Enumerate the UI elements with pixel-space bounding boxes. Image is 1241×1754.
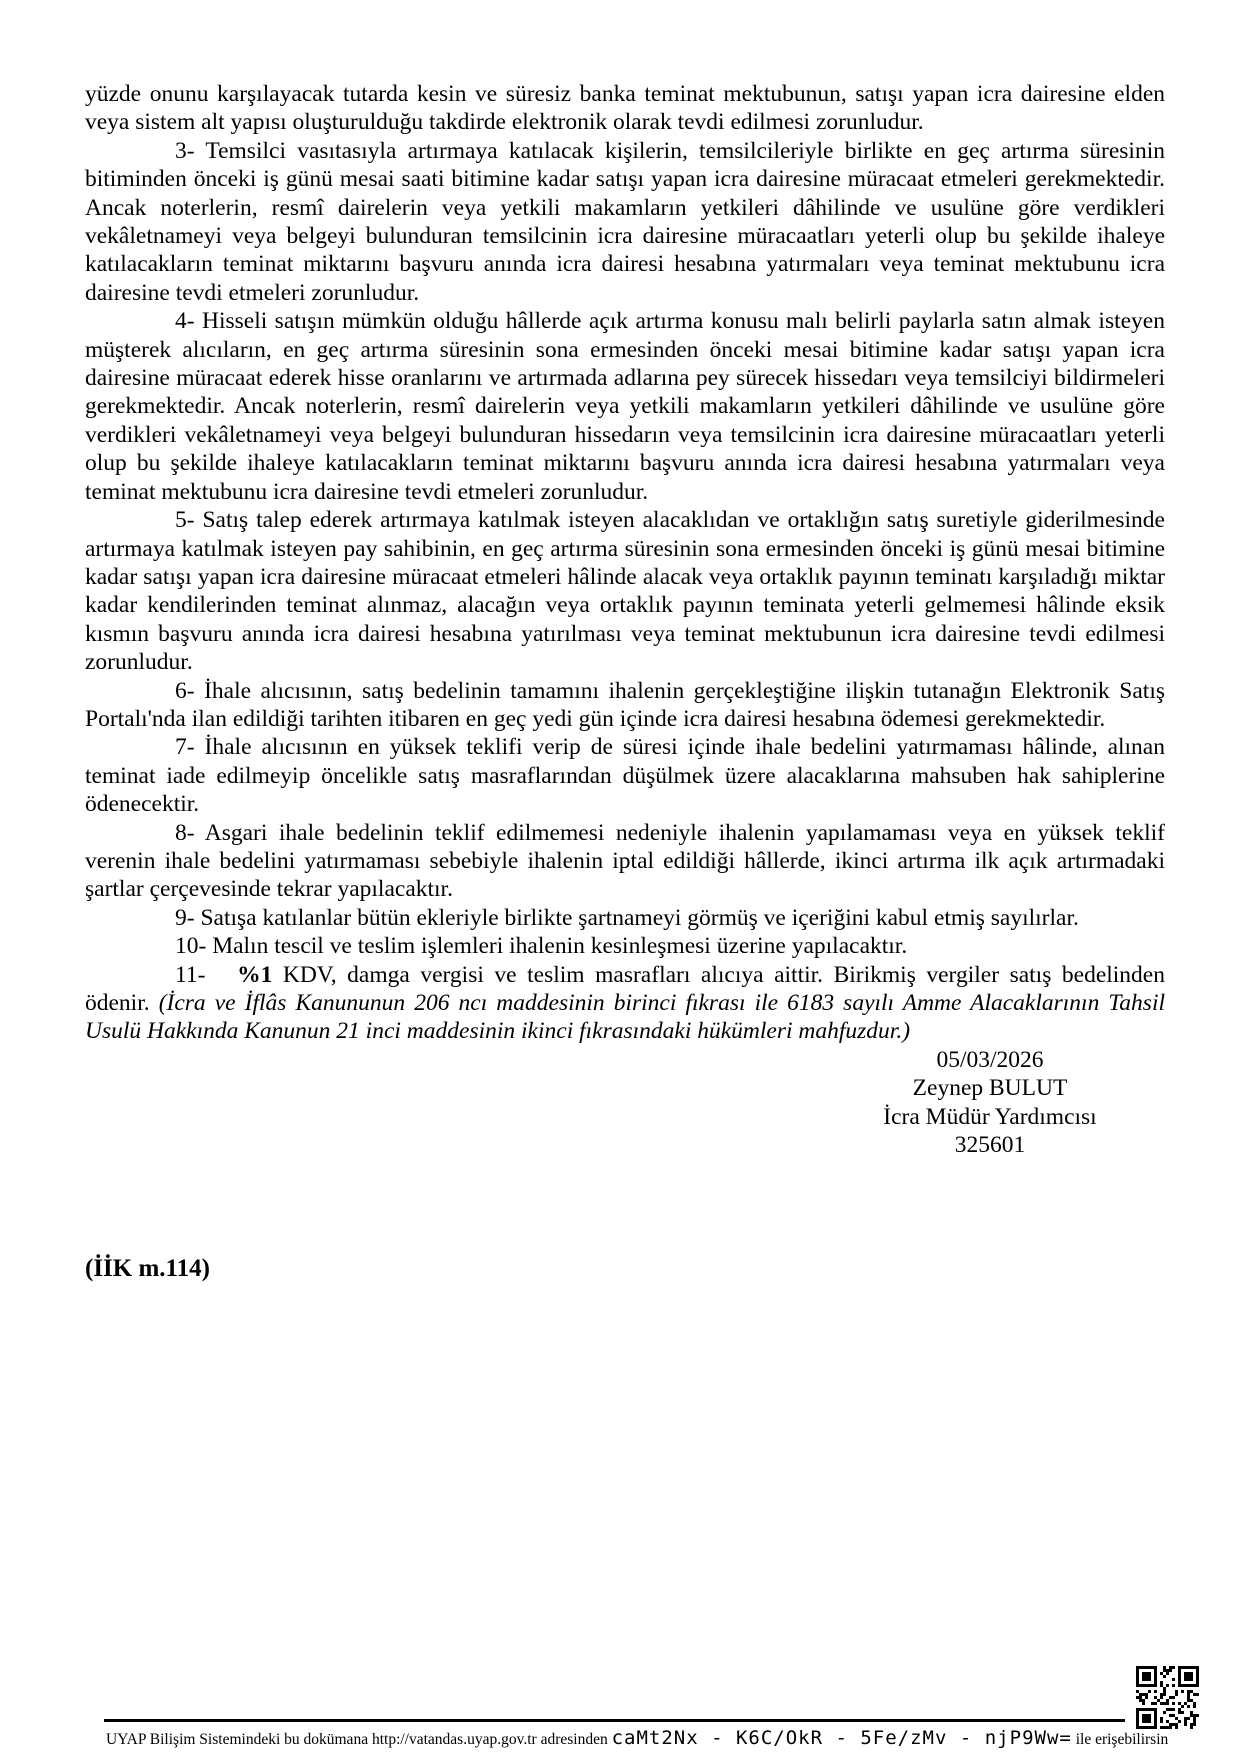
paragraph-text: 3- Temsilci vasıtasıyla artırmaya katılacak kişilerin, temsilcileriyle birlikte en geç artırma süresinin bitiminden önceki iş günü mesai saati bitimine kadar satışı yapan icra dairesine müracaat etmeleri gerekmektedir. Ancak noterlerin, resmî dairelerin veya yetkili makamların yetkileri dâhilinde ve usulüne göre verdikleri vekâletnameyi veya belgeyi bulunduran temsilcinin icra dairesine müracaatları yeterli olup bu şekilde ihaleye katılacakların teminat miktarını başvuru anında icra dairesi hesabına yatırmaları veya teminat mektubunu icra dairesine tevdi etmeleri zorunludur. (85, 137, 1165, 306)
footer-prefix: UYAP Bilişim Sistemindeki bu dokümana (106, 1731, 372, 1748)
signature-title: İcra Müdür Yardımcısı (883, 1103, 1097, 1130)
paragraph-text: 6- İhale alıcısının, satış bedelinin tamamını ihalenin gerçekleştiğine ilişkin tutanağın Elektronik Satış Portalı'nda ilan edildiği tarihten itibaren en geç yedi gün içinde icra dairesi hesabına ödemesi gerekmektedir. (85, 677, 1165, 732)
footer (106, 1727, 1241, 1749)
paragraph (85, 733, 1165, 818)
paragraph (85, 80, 1165, 137)
qr-code-icon (1136, 1666, 1199, 1729)
paragraph (85, 506, 1165, 676)
paragraph-text: 11- (175, 961, 238, 988)
paragraph-text: 10- Malın tescil ve teslim işlemleri ihalenin kesinleşmesi üzerine yapılacaktır. (175, 933, 908, 960)
paragraph-text: %1 (237, 961, 273, 988)
paragraph-text: KDV, damga vergisi ve teslim masrafları alıcıya aittir. Birikmiş vergiler satış bedelinden ödenir. (85, 961, 1165, 1016)
paragraph-text: (İcra ve İflâs Kanununun 206 ncı maddesinin birinci fıkrası ile 6183 sayılı Amme Alacaklarının Tahsil Usulü Hakkında Kanunun 21 inci maddesinin ikinci fıkrasındaki hükümleri mahfuzdur.) (85, 990, 1165, 1045)
paragraph (85, 819, 1165, 904)
paragraph-text: 9- Satışa katılanlar bütün ekleriyle birlikte şartnameyi görmüş ve içeriğini kabul etmiş sayılırlar. (175, 904, 1079, 931)
paragraph (85, 932, 1165, 960)
document-content (85, 80, 1165, 1284)
paragraph-text: 5- Satış talep ederek artırmaya katılmak isteyen alacaklıdan ve ortaklığın satış suretiyle giderilmesinde artırmaya katılmak isteyen pay sahibinin, en geç artırma süresinin sona ermesinden önceki iş günü mesai bitimine kadar satışı yapan icra dairesine müracaat etmeleri hâlinde alacak veya ortaklık payının teminatı karşıladığı miktar kadar kendilerinden teminat alınmaz, alacağın veya ortaklık payının teminata yeterli gelmemesi hâlinde eksik kısmın başvuru anında icra dairesi hesabına yatırılması veya teminat mektubunun icra dairesine tevdi edilmesi zorunludur. (85, 507, 1165, 676)
footer-middle: adresinden (536, 1731, 612, 1748)
law-reference: (İİK m.114) (85, 1255, 210, 1283)
paragraph-text: yüzde onunu karşılayacak tutarda kesin ve süresiz banka teminat mektubunun, satışı yapan icra dairesine elden veya sistem alt yapısı oluşturulduğu takdirde elektronik olarak tevdi edilmesi zorunludur. (85, 81, 1165, 136)
signature-date: 05/03/2026 (936, 1046, 1044, 1073)
paragraph-text: 7- İhale alıcısının en yüksek teklifi verip de süresi içinde ihale bedelini yatırmaması hâlinde, alınan teminat iade edilmeyip öncelikle satış masraflarından düşülmek üzere alacaklarına mahsuben hak sahiplerine ödenecektir. (85, 734, 1165, 818)
document-paragraphs (85, 80, 1165, 1046)
signature-registry-no: 325601 (954, 1132, 1026, 1159)
footer-url: http://vatandas.uyap.gov.tr (371, 1731, 537, 1748)
signature-block (800, 1046, 1180, 1160)
footer-divider (104, 1719, 1125, 1722)
paragraph-text: 4- Hisseli satışın mümkün olduğu hâllerde açık artırma konusu malı belirli paylarla satın almak isteyen müşterek alıcıların, en geç artırma süresinin sona ermesinden önceki mesai bitimine kadar satışı yapan icra dairesine müracaat ederek hisse oranlarını ve artırmada adlarına pey sürecek hissedarı veya temsilciyi bildirmeleri gerekmektedir. Ancak noterlerin, resmî dairelerin veya yetkili makamların yetkileri dâhilinde ve usulüne göre verdikleri vekâletnameyi veya belgeyi bulunduran hissedarın veya temsilcinin icra dairesine müracaatları yeterli olup bu şekilde ihaleye katılacakların teminat miktarını başvuru anında icra dairesi hesabına yatırmaları veya teminat mektubunu icra dairesine tevdi etmeleri zorunludur. (85, 308, 1165, 505)
paragraph (85, 677, 1165, 734)
paragraph (85, 307, 1165, 506)
paragraph (85, 137, 1165, 307)
paragraph (85, 904, 1165, 932)
paragraph (85, 961, 1165, 1046)
footer-suffix: ile erişebilirsin (1071, 1731, 1169, 1748)
paragraph-text: 8- Asgari ihale bedelinin teklif edilmemesi nedeniyle ihalenin yapılamaması veya en yüksek teklif verenin ihale bedelini yatırmaması sebebiyle ihalenin iptal edildiği hâllerde, ikinci artırma ilk açık artırmadaki şartlar çerçevesinde tekrar yapılacaktır. (85, 819, 1165, 903)
signature-name: Zeynep BULUT (912, 1075, 1068, 1102)
footer-verification-code: caMt2Nx - K6C/OkR - 5Fe/zMv - njP9Ww= (611, 1727, 1072, 1749)
